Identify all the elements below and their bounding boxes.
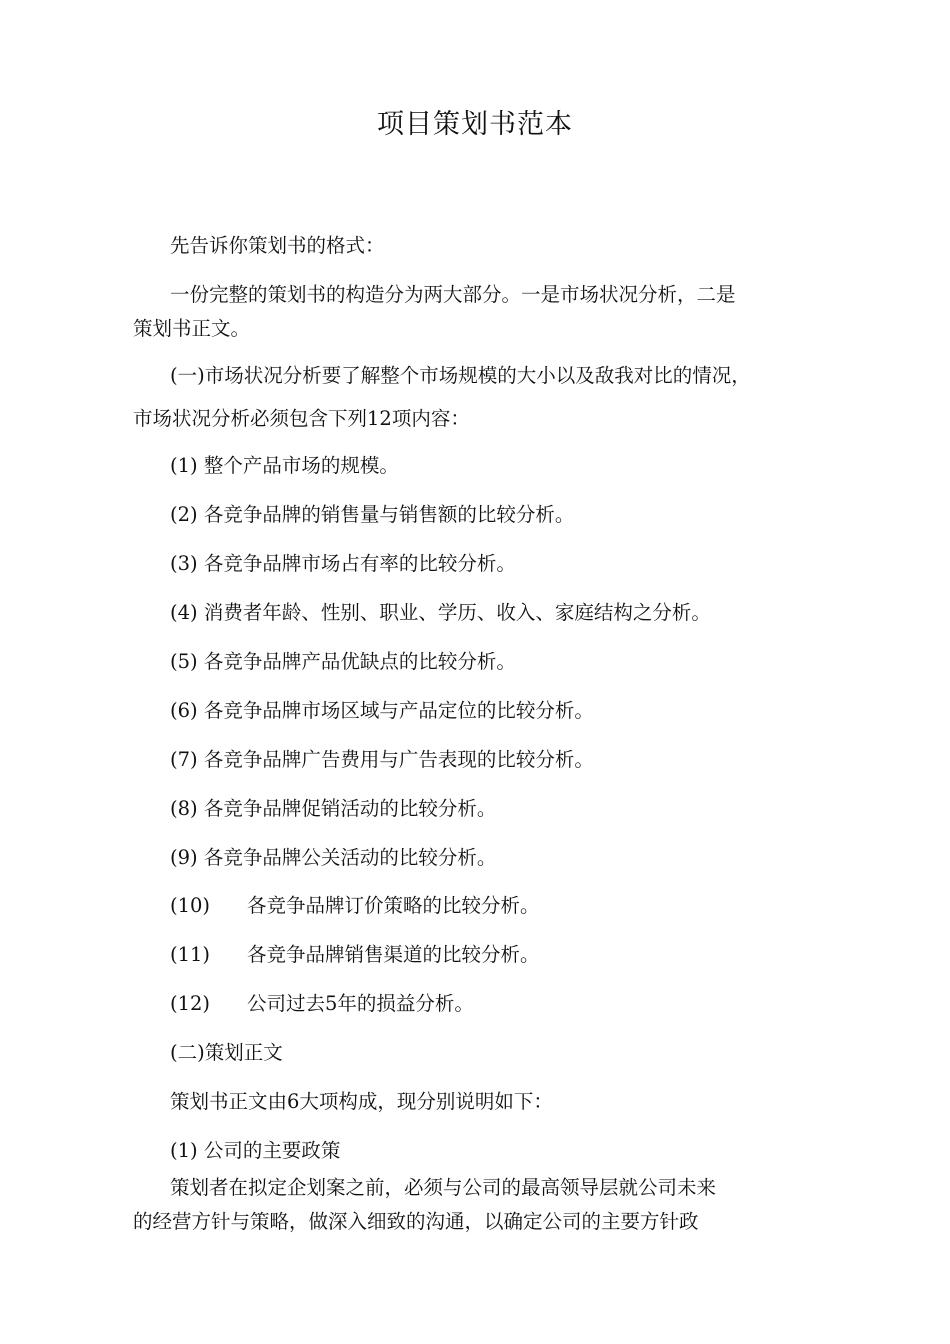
list-item: (9) 各竞争品牌公关活动的比较分析。: [170, 846, 497, 869]
list-item-text: 各竞争品牌订价策略的比较分析。: [247, 894, 540, 917]
market-analysis-paragraph-line2: 市场状况分析必须包含下列12项内容：: [133, 407, 470, 430]
structure-paragraph-line1: 一份完整的策划书的构造分为两大部分。一是市场状况分析，二是: [170, 283, 736, 306]
list-item: (1) 整个产品市场的规模。: [170, 454, 399, 477]
list-item-text: 公司过去5年的损益分析。: [247, 992, 474, 1015]
list-item: (4) 消费者年龄、性别、职业、学历、收入、家庭结构之分析。: [170, 601, 711, 624]
list-item: [170, 896, 870, 916]
structure-paragraph-line2: 策划书正文。: [133, 317, 251, 340]
list-item: (7) 各竞争品牌广告费用与广告表现的比较分析。: [170, 748, 594, 771]
subsection-heading: (1) 公司的主要政策: [170, 1139, 341, 1162]
list-item-number: (12): [170, 992, 211, 1015]
list-item: [170, 945, 870, 965]
page-title: 项目策划书范本: [377, 109, 573, 140]
list-item: (6) 各竞争品牌市场区域与产品定位的比较分析。: [170, 699, 594, 722]
market-analysis-paragraph-line1: (一)市场状况分析要了解整个市场规模的大小以及敌我对比的情况，: [170, 364, 751, 387]
list-item: (2) 各竞争品牌的销售量与销售额的比较分析。: [170, 503, 575, 526]
list-item: (3) 各竞争品牌市场占有率的比较分析。: [170, 552, 516, 575]
list-item-text: 各竞争品牌销售渠道的比较分析。: [247, 943, 540, 966]
list-item: (8) 各竞争品牌促销活动的比较分析。: [170, 797, 497, 820]
intro-paragraph: 先告诉你策划书的格式：: [170, 234, 385, 257]
subsection-paragraph-line2: 的经营方针与策略，做深入细致的沟通，以确定公司的主要方针政: [133, 1210, 699, 1233]
section-heading: (二)策划正文: [170, 1041, 283, 1064]
subsection-paragraph-line1: 策划者在拟定企划案之前，必须与公司的最高领导层就公司未来: [170, 1176, 717, 1199]
list-item-number: (11): [170, 943, 211, 966]
section-intro: 策划书正文由6大项构成，现分别说明如下：: [170, 1090, 553, 1113]
list-item: [170, 994, 870, 1014]
list-item-number: (10): [170, 894, 211, 917]
list-item: (5) 各竞争品牌产品优缺点的比较分析。: [170, 650, 516, 673]
